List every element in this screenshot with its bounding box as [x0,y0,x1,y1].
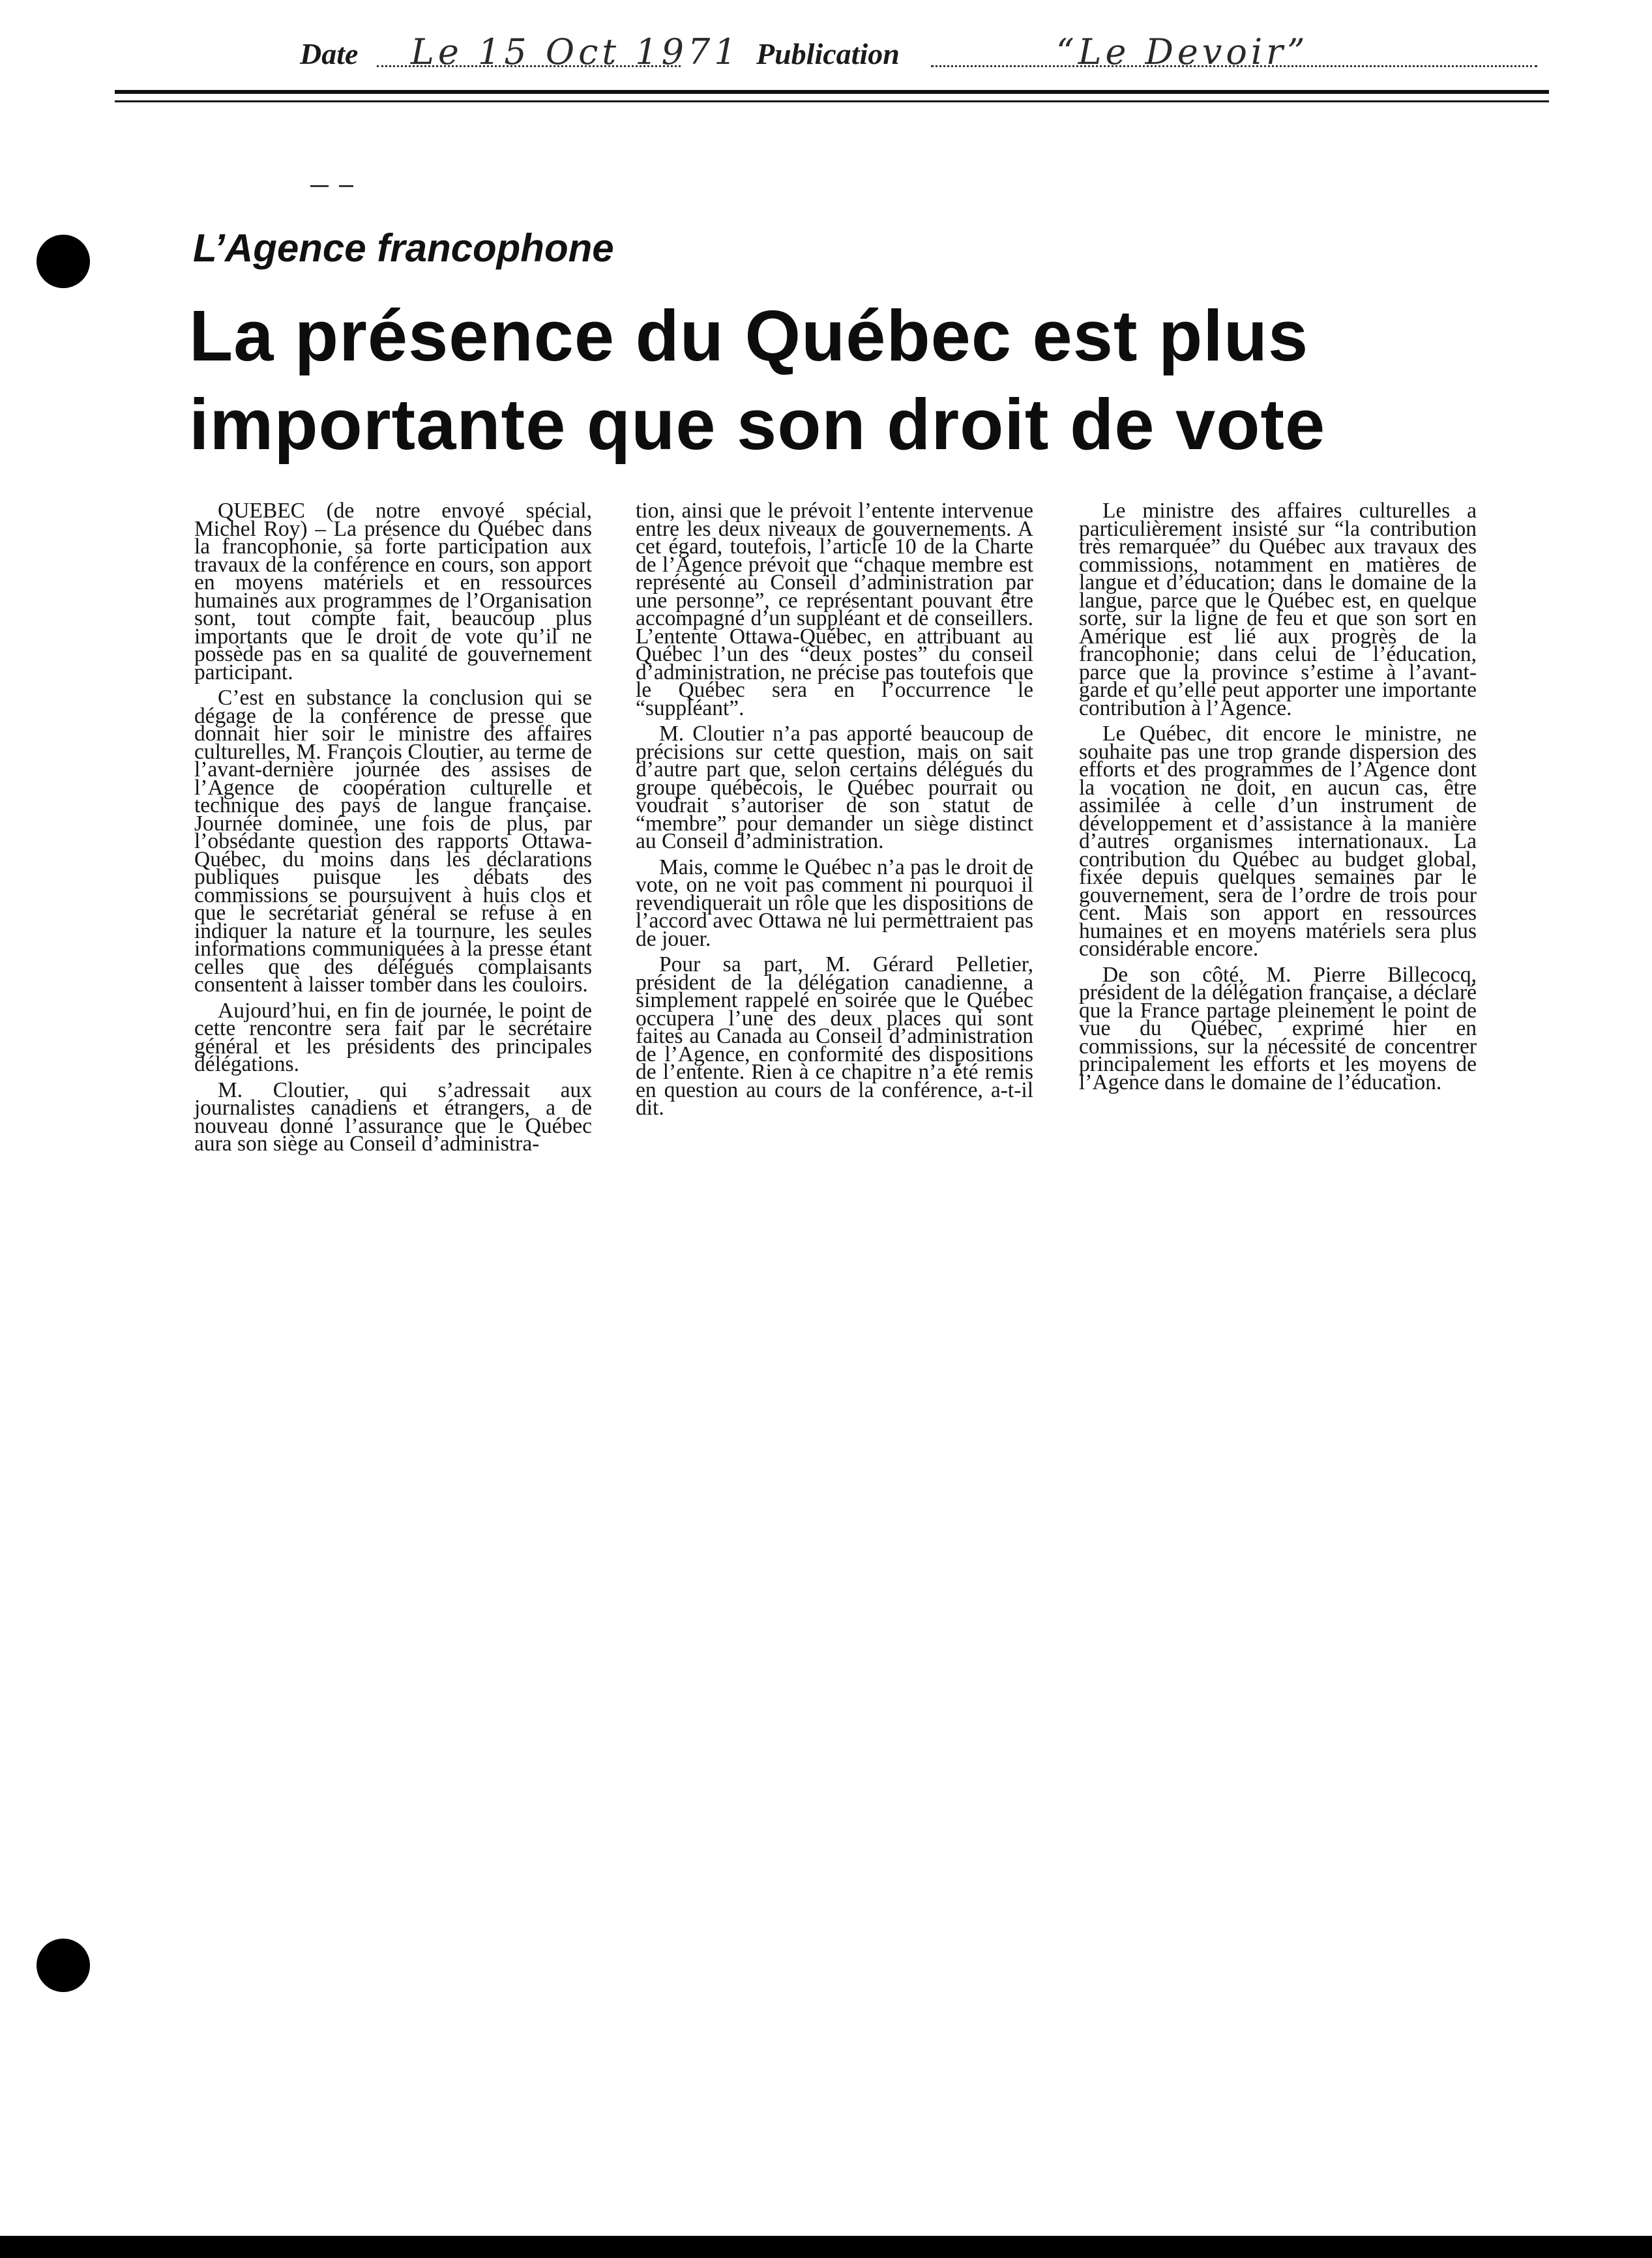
article-column-1 [194,499,592,1161]
headline-line-1: La présence du Québec est plus [189,296,1309,376]
article-column-3 [1079,499,1477,1099]
punch-hole-top [37,235,90,288]
paragraph: Le ministre des affaires culturelles a particulièrement insisté sur “la contribution très remarquée” du Québec aux travaux des commissions, notamment en matières de langue et d’éducation; dans le domaine de la langue, parce que le Québec est, en quelque sorte, sur la ligne de feu et que son sort en Amérique est lié aux progrès de la francophonie; dans celui de l’éducation, parce que la province s’estime à l’avant-garde et qu’elle peut apporter une importante contribution à l’Agence. [1079,499,1477,720]
paragraph: Mais, comme le Québec n’a pas le droit de vote, on ne voit pas comment ni pourquoi il revendiquerait un rôle que les dispositions de l’accord avec Ottawa ne lui permettraient pas de jouer. [636,855,1033,951]
paragraph: Pour sa part, M. Gérard Pelletier, président de la délégation canadienne, a simplement rappelé en soirée que le Québec occupera l’une des deux places qui sont faites au Canada au Conseil d’administration de l’Agence, en conformité des dispositions de l’entente. Rien à ce chapitre n’a été remis en question au cours de la conférence, a-t-il dit. [636,952,1033,1120]
paragraph: M. Cloutier n’a pas apporté beaucoup de précisions sur cette question, mais on sait d’autre part que, selon certains délégués du groupe québécois, le Québec pourrait ou voudrait s’autoriser de son statut de “membre” pour demander un siège distinct au Conseil d’administration. [636,722,1033,853]
headline-line-2: importante que son droit de vote [189,385,1326,465]
stray-mark [310,185,329,187]
article-column-2 [636,499,1033,1125]
date-handwritten-value: Le 15 Oct 1971 [411,31,741,72]
article-kicker: L’Agence francophone [193,226,614,270]
article-headline [189,292,1558,469]
paragraph: Le Québec, dit encore le ministre, ne souhaite pas une trop grande dispersion des efforts et des programmes de l’Agence dont la vocation ne doit, en aucun cas, être assimilée à celle d’un instrument de développement et d’assistance à la manière d’autres organismes internationaux. La contribution du Québec au budget global, fixée depuis quelques semaines par le gouvernement, sera de l’ordre de trois pour cent. Mais son apport en ressources humaines et en moyens matériels sera plus considérable encore. [1079,722,1477,961]
header-rule-thick [115,90,1549,94]
paragraph: M. Cloutier, qui s’adressait aux journalistes canadiens et étrangers, a de nouveau donné l’assurance que le Québec aura son siège au Conseil d’administra- [194,1078,592,1156]
paragraph: C’est en substance la conclusion qui se dégage de la conférence de presse que donnait hier soir le ministre des affaires culturelles, M. François Cloutier, au terme de l’avant-dernière journée des assises de l’Agence de coopération culturelle et technique des pays de langue française. Journée dominée, une fois de plus, par l’obsédante question des rapports Ottawa-Québec, du moins dans les déclarations publiques puisque les débats des commissions se poursuivent à huis clos et que le secrétariat général se refuse à en indiquer la nature et la tournure, les seules informations communiquées à la presse étant celles que des délégués complaisants consentent à laisser tomber dans les couloirs. [194,686,592,997]
publication-label: Publication [756,37,900,70]
header-rule-thin [115,100,1549,102]
clipping-header [300,31,1545,77]
stray-mark [339,185,353,187]
paragraph: tion, ainsi que le prévoit l’entente intervenue entre les deux niveaux de gouvernements. A cet égard, toutefois, l’article 10 de la Charte de l’Agence prévoit que “chaque membre est représenté au Conseil d’administration par une personne”, ce représentant pouvant être accompagné d’un suppléant et de conseillers. L’entente Ottawa-Québec, en attribuant au Québec l’un des “deux postes” du conseil d’administration, ne précise pas toutefois que le Québec sera en l’occurrence le “suppléant”. [636,499,1033,720]
scan-bottom-edge [0,2236,1652,2258]
paragraph: Aujourd’hui, en fin de journée, le point de cette rencontre sera fait par le secrétaire général et les présidents des principales délégations. [194,998,592,1076]
date-label: Date [300,37,359,70]
publication-handwritten-value: “Le Devoir” [1056,31,1309,72]
punch-hole-bottom [37,1939,90,1992]
paragraph: De son côté, M. Pierre Billecocq, président de la délégation française, a déclaré que la France partage pleinement le point de vue du Québec, exprimé hier en commissions, sur la nécessité de concentrer principalement les efforts et les moyens de l’Agence dans le domaine de l’éducation. [1079,962,1477,1094]
paragraph: QUEBEC (de notre envoyé spécial, Michel Roy) – La présence du Québec dans la francophonie, sa forte participation aux travaux de la conférence en cours, son apport en moyens matériels et en ressources humaines aux programmes de l’Organisation sont, tout compte fait, beaucoup plus importants que le droit de vote qu’il ne possède pas en sa qualité de gouvernement participant. [194,499,592,684]
